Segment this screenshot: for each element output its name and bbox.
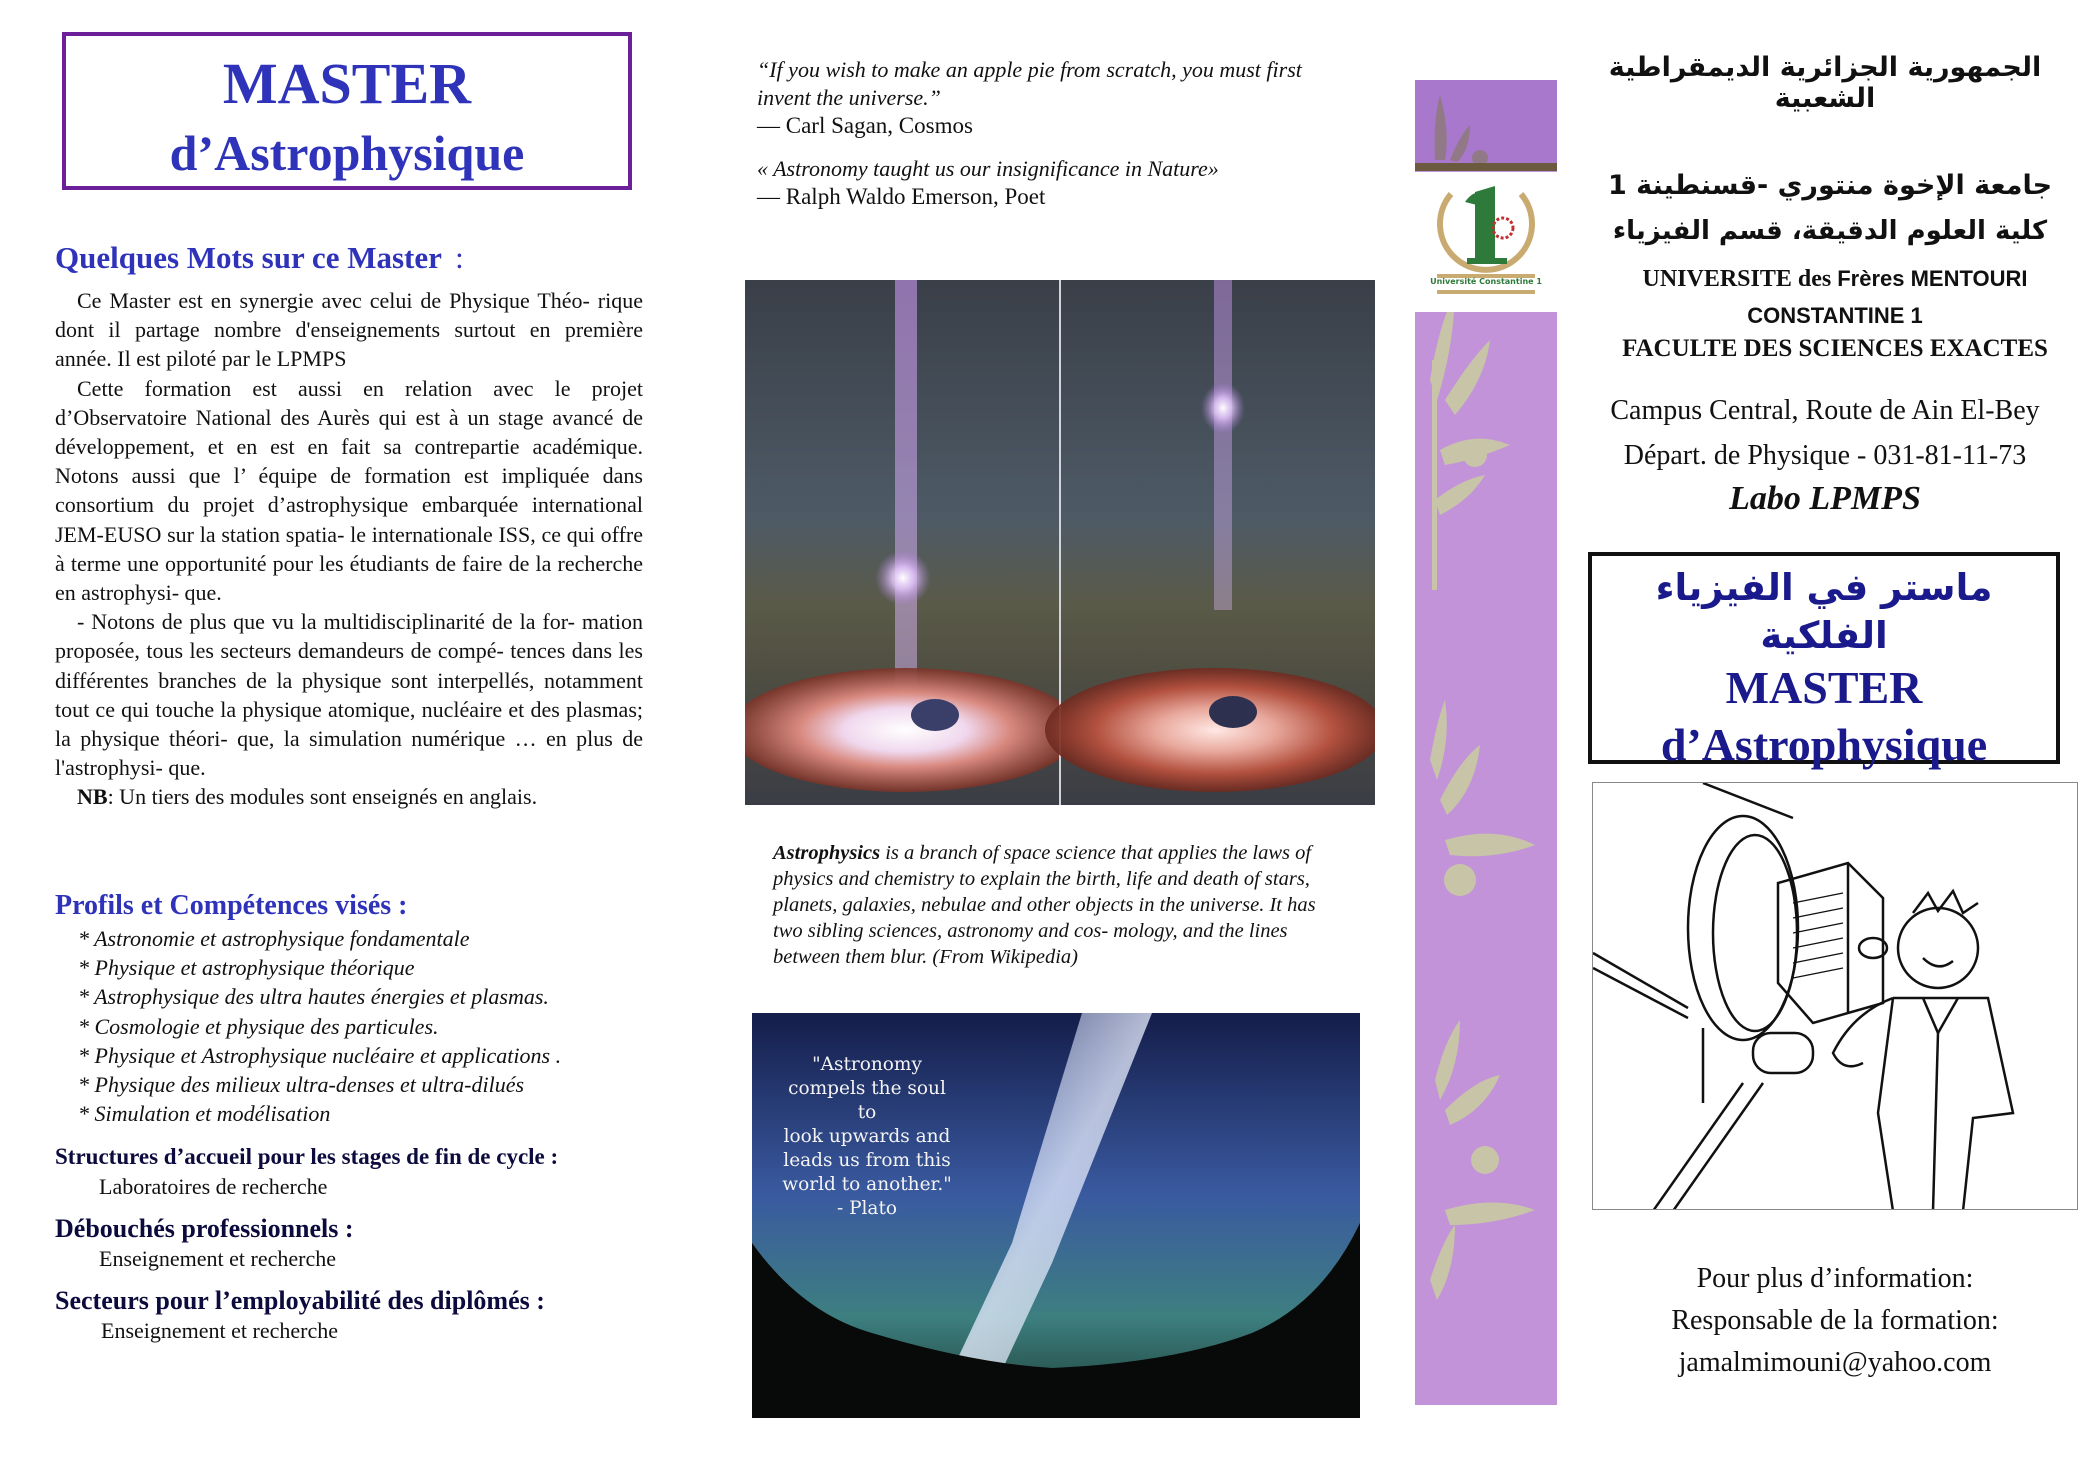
paragraph-2: Cette formation est aussi en relation avec le projet d’Observatoire National des Aurès qui est à un stage avancé de développement, et en est en fait sa contrepartie académique. Notons aussi que l’ équipe de formation est impliquée dans consortium du projet d’astrophysique embarquée international JEM-EUSO sur la station spatia- le internationale ISS, ce qui offre à terme une opportunité pour les étudiants de faire de la recherche en astrophysi- que. [55,375,643,606]
secteurs-text: Enseignement et recherche [101,1318,338,1343]
boy-telescope-drawing [1593,783,2078,1210]
title-astrophysique: d’Astrophysique [169,125,525,181]
quote-sagan-text: “If you wish to make an apple pie from scratch, you must first invent the universe.” [757,57,1302,110]
plato-quote [782,1053,952,1221]
section-heading-quelques-mots [55,240,464,276]
title-box [62,32,632,190]
contact-responsible: Responsable de la formation: [1671,1305,1999,1336]
nb-note [55,782,643,811]
band-divider [1415,163,1557,171]
campus-address: Campus Central, Route de Ain El-Bey [1610,395,2040,426]
plato-line: world to another." [782,1174,952,1195]
master-title-master: MASTER [1725,662,1923,713]
milky-way-image [752,1013,1360,1418]
labo-name: Labo LPMPS [1729,480,1921,517]
university-logo-icon [1415,172,1557,312]
profiles-list [42,924,561,1128]
contact-intro: Pour plus d’information: [1696,1263,1974,1294]
arabic-university: جامعة الإخوة منتوري -قسنطينة 1 [1607,170,2053,201]
paragraph-3: - Notons de plus que vu la multidisciplinarité de la for- mation proposée, tous les secteurs demandeurs de compé- tences dans les différentes branches de la physique sont interpellés, notamment tout ce qui touche la physique atomique, nucléaire et des plasmas; la physique théori- que, la simulation numérique … en plus de l'astrophysi- que. [55,609,643,781]
nb-label: NB [77,784,108,810]
structures-heading: Structures d’accueil pour les stages de fin de cycle : [55,1144,559,1169]
department-phone: Départ. de Physique - 031-81-11-73 [1623,440,2027,471]
debouches-heading: Débouchés professionnels : [55,1214,354,1243]
quote-emerson-author: — Ralph Waldo Emerson, Poet [757,184,1046,209]
profile-item: * Cosmologie et physique des particules. [78,1013,439,1039]
university-city: CONSTANTINE 1 [1747,303,1923,328]
master-title-box [1588,552,2060,770]
quote-sagan-author: — Carl Sagan, Cosmos [757,113,973,138]
section-heading-text: Quelques Mots sur ce Master [55,240,442,275]
profile-item: * Physique et Astrophysique nucléaire et applications . [78,1042,562,1068]
title-master: MASTER [222,51,472,116]
faculty-name: FACULTE DES SCIENCES EXACTES [1622,335,2048,362]
master-title-astrophysique: d’Astrophysique [1660,719,1988,770]
plato-line: look upwards and [783,1126,951,1147]
plato-line: leads us from this [783,1150,951,1171]
telescope-illustration [1592,782,2078,1210]
secteurs-heading: Secteurs pour l’employabilité des diplômés : [55,1286,545,1315]
logo-caption: Université Constantine 1 [1430,277,1542,286]
astrophysics-term: Astrophysics [773,842,881,864]
leaf-ornament-icon [1415,80,1557,170]
arabic-republic: الجمهورية الجزائرية الديمقراطية الشعبية [1608,52,2042,114]
university-name-a: UNIVERSITE des [1642,266,1838,292]
structures-text: Laboratoires de recherche [99,1174,328,1199]
contact-email[interactable]: jamalmimouni@yahoo.com [1678,1347,1992,1378]
profile-item: * Physique et astrophysique théorique [78,955,415,981]
paragraph-1: Ce Master est en synergie avec celui de Physique Théo- rique dont il partage nombre d'enseignements surtout en première année. Il est piloté par le LPMPS [55,288,643,372]
nb-text: : Un tiers des modules sont enseignés en anglais. [107,784,538,810]
debouches-text: Enseignement et recherche [99,1246,336,1271]
university-logo [1415,172,1557,312]
contact-info [1590,1258,2080,1384]
quote-sagan [757,56,1317,140]
quote-emerson-text: « Astronomy taught us our insignificance in Nature» [757,156,1219,181]
astrophysics-definition [773,840,1333,970]
black-hole-image [745,280,1375,805]
plato-line: - Plato [836,1198,898,1219]
profile-item: * Physique des milieux ultra-denses et ultra-dilués [78,1072,525,1098]
plato-line: compels the soul to [788,1078,946,1123]
intro-text [55,286,643,812]
arabic-faculty: كلية العلوم الدقيقة، قسم الفيزياء [1612,216,2048,246]
profile-item: * Astrophysique des ultra hautes énergies et plasmas. [78,984,549,1010]
section-heading-colon: : [455,240,464,275]
quote-emerson [757,155,1357,211]
band-top [1415,80,1557,170]
university-name [1590,266,2080,293]
profile-item: * Simulation et modélisation [78,1101,331,1127]
master-title-arabic: ماستر في الفيزياء الفلكية [1655,566,1993,657]
plato-line: "Astronomy [812,1054,922,1075]
black-hole-illustration [745,280,1375,805]
profile-item: * Astronomie et astrophysique fondamentale [78,926,470,951]
university-name-b: Frères MENTOURI [1837,266,2028,291]
astrophysics-definition-text: is a branch of space science that applies the laws of physics and chemistry to explain the birth, life and death of stars, planets, galaxies, nebulae and other objects in the universe. It has two sibling sciences, astronomy and cos- mology, and the lines between them blur. (From Wikipedia) [773,842,1316,968]
section-heading-profils: Profils et Compétences visés : [55,890,408,921]
